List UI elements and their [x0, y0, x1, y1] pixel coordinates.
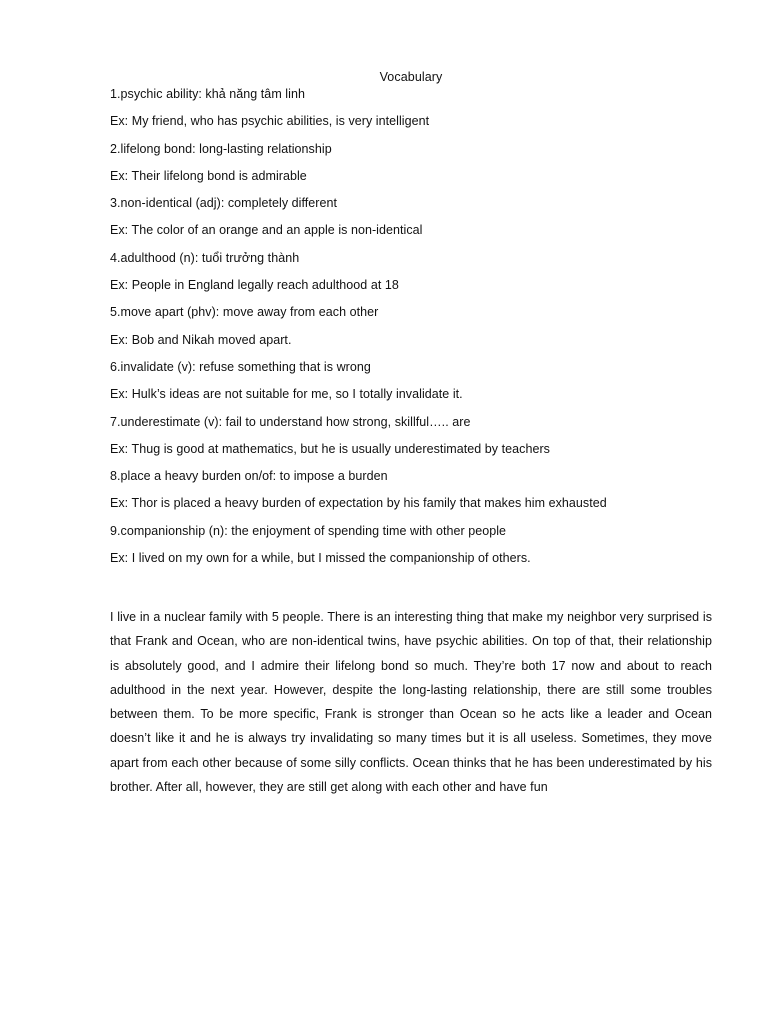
vocab-example-4: Ex: People in England legally reach adulthood at 18 [110, 278, 399, 293]
vocab-term-4: 4.adulthood (n): tuổi trưởng thành [110, 250, 300, 265]
vocab-example-8: Ex: Thor is placed a heavy burden of expectation by his family that makes him exhausted [110, 496, 607, 511]
essay-paragraph: I live in a nuclear family with 5 people. There is an interesting thing that make my neighbor very surprised is that Frank and Ocean, who are non-identical twins, have psychic abilities. On top of that, their relationship is absolutely good, and I admire their lifelong bond so much. They’re both 17 now and about to reach adulthood in the next year. However, despite the long-lasting relationship, there are still some troubles between them. To be more specific, Frank is stronger than Ocean so he acts like a leader and Ocean doesn’t like it and he is always try invalidating so many times but it is all useless. Sometimes, they move apart from each other because of some silly conflicts. Ocean thinks that he has been underestimated by his brother. After all, however, they are still get along with each other and have fun [110, 610, 712, 795]
vocab-example-9: Ex: I lived on my own for a while, but I missed the companionship of others. [110, 551, 531, 566]
vocab-example-6: Ex: Hulk’s ideas are not suitable for me, so I totally invalidate it. [110, 387, 463, 402]
vocab-example-2: Ex: Their lifelong bond is admirable [110, 168, 307, 183]
vocabulary-list [110, 86, 730, 577]
vocab-example-5: Ex: Bob and Nikah moved apart. [110, 332, 292, 347]
page-title: Vocabulary [379, 70, 443, 84]
vocab-term-7: 7.underestimate (v): fail to understand how strong, skillful….. are [110, 414, 471, 429]
vocab-term-1: 1.psychic ability: khả năng tâm linh [110, 87, 305, 101]
vocab-term-2: 2.lifelong bond: long-lasting relationship [110, 141, 332, 156]
vocab-example-1: Ex: My friend, who has psychic abilities, is very intelligent [110, 114, 430, 129]
vocab-example-7: Ex: Thug is good at mathematics, but he is usually underestimated by teachers [110, 441, 550, 456]
vocab-term-6: 6.invalidate (v): refuse something that is wrong [110, 359, 371, 374]
vocab-example-3: Ex: The color of an orange and an apple is non-identical [110, 223, 423, 238]
vocab-term-9: 9.companionship (n): the enjoyment of spending time with other people [110, 523, 507, 538]
vocab-term-8: 8.place a heavy burden on/of: to impose a burden [110, 469, 388, 484]
vocab-term-5: 5.move apart (phv): move away from each other [110, 305, 379, 320]
vocab-term-3: 3.non-identical (adj): completely different [110, 196, 338, 211]
